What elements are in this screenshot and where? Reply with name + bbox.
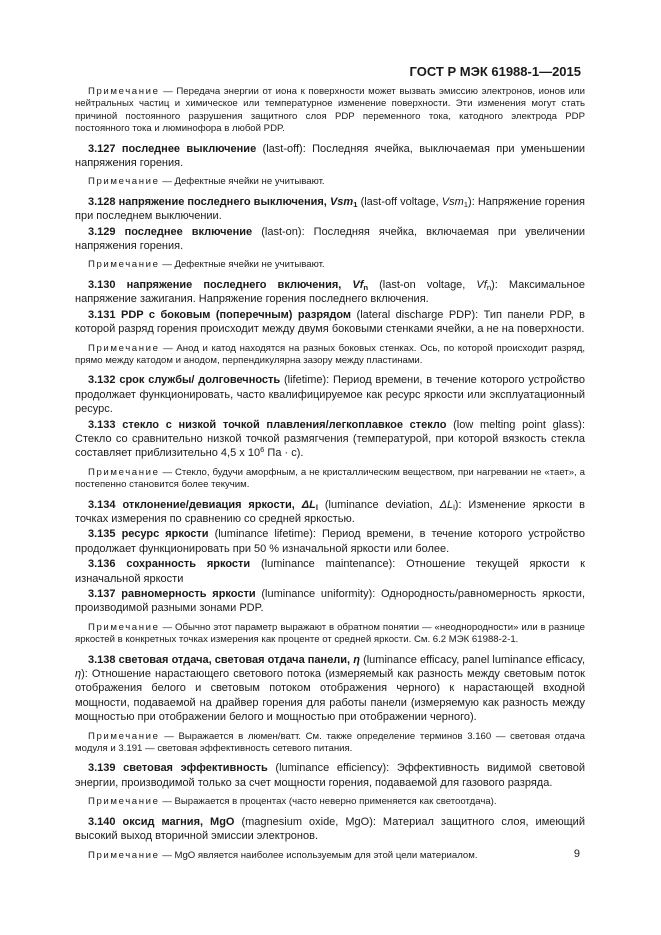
term-definition: : Материал защитного слоя, имеющий высокий выход вторичной эмиссии электронов.	[75, 815, 585, 843]
note-label: Примечание	[88, 621, 160, 633]
term-number: 3.135	[88, 528, 116, 541]
term-english: (last-on voltage,	[379, 278, 466, 291]
term-number: 3.136	[88, 558, 116, 571]
note-dash: —	[159, 466, 175, 478]
term-3-129	[75, 225, 585, 254]
term-english: (magnesium oxide, MgO)	[241, 815, 373, 828]
term-symbol-en: Vsm	[441, 195, 464, 208]
term-english: (luminance maintenance)	[261, 558, 393, 571]
note-paragraph	[75, 467, 585, 492]
note-label: Примечание	[88, 259, 160, 271]
note-dash: —	[159, 621, 175, 633]
term-english: (last-off)	[262, 142, 303, 155]
term-title: напряжение последнего выключения,	[118, 195, 327, 208]
term-english: (lifetime)	[284, 374, 327, 387]
term-title: последнее выключение	[121, 142, 257, 155]
document-header: ГОСТ Р МЭК 61988-1—2015	[409, 64, 581, 79]
term-number: 3.131	[88, 308, 116, 321]
note-dash: —	[159, 86, 177, 97]
term-definition: : Период времени, в течение которого устройство продолжает функционировать, часто квалифицируемое как ресурс яркости или эксплуатационный ресурс.	[75, 374, 586, 416]
term-3-135	[75, 527, 585, 556]
term-english: (last-on)	[261, 225, 302, 238]
term-3-127	[75, 142, 585, 171]
term-number: 3.140	[88, 815, 116, 828]
term-number: 3.134	[88, 498, 116, 511]
term-exponent: 6	[260, 445, 265, 455]
term-title: оксид магния, MgO	[122, 815, 235, 828]
term-number: 3.138	[88, 653, 116, 666]
term-english: (luminance uniformity)	[261, 588, 373, 600]
note-label: Примечание	[88, 796, 160, 808]
term-title: отклонение/девиация яркости,	[122, 498, 295, 511]
note-label: Примечание	[88, 466, 160, 478]
term-english: (low melting point glass)	[453, 418, 582, 431]
note-dash: —	[159, 342, 177, 354]
term-title: сохранность яркости	[126, 558, 251, 571]
term-3-138	[75, 653, 585, 725]
note-text: MgO является наиболее используемым для этой цели материалом.	[174, 849, 478, 861]
note-dash: —	[159, 796, 175, 808]
term-3-140	[75, 815, 585, 844]
note-dash: —	[159, 259, 175, 271]
note-dash: —	[159, 176, 175, 188]
note-text: Выражается в люмен/ватт. См. также определение терминов 3.160 — световая отдача модуля и 3.191 — световая эффективность сетевого питания.	[75, 730, 585, 755]
term-definition: : Однородность/равномерность яркости, производимой разными зонами PDP.	[75, 588, 585, 615]
term-symbol-en-sub: 1	[463, 199, 469, 209]
term-english: (luminance lifetime)	[214, 528, 313, 541]
note-paragraph	[75, 796, 585, 808]
term-number: 3.127	[88, 142, 116, 155]
term-definition: : Период времени, в течение которого устройство продолжает функционировать при 50 % изначальной яркости или более.	[75, 528, 586, 555]
term-title: световая эффективность	[123, 762, 268, 775]
term-number: 3.139	[88, 762, 116, 775]
term-3-139	[75, 761, 585, 790]
note-label: Примечание	[88, 176, 160, 188]
term-english: (lateral discharge PDP)	[356, 308, 476, 321]
note-text: Стекло, будучи аморфным, а не кристаллическим веществом, при нагревании не «тает», а постепенно становится более текучим.	[75, 466, 585, 491]
note-text: Выражается в процентах (часто неверно применяется как светоотдача).	[174, 796, 497, 808]
term-symbol-sub: 1	[353, 199, 358, 209]
term-3-137	[75, 587, 585, 616]
note-paragraph	[75, 622, 585, 647]
term-symbol-sub: l	[315, 502, 318, 512]
term-3-136	[75, 557, 585, 586]
term-english: (luminance efficiency)	[275, 762, 387, 775]
term-english: (luminance efficacy, panel luminance efficacy,	[363, 653, 586, 666]
term-title: стекло с низкой точкой плавления/легкоплавкое стекло	[122, 418, 447, 431]
note-paragraph	[75, 850, 585, 862]
term-symbol: Vf	[352, 278, 364, 291]
term-definition: : Стекло со сравнительно низкой точкой размягчения (температурой, при которой вязкость стекла составляет приблизительно 4,5 х 10	[75, 418, 585, 460]
term-3-128	[75, 195, 585, 224]
term-symbol-sub: n	[363, 282, 369, 292]
term-title: срок службы/ долговечность	[119, 374, 281, 387]
term-definition: : Отношение текущей яркости к изначальной яркости	[75, 558, 585, 585]
term-3-131	[75, 308, 585, 337]
term-3-134	[75, 498, 585, 527]
note-text: Дефектные ячейки не учитывают.	[174, 176, 325, 188]
note-dash: —	[159, 730, 179, 742]
note-label: Примечание	[88, 86, 160, 97]
note-paragraph	[75, 86, 585, 136]
term-definition: : Последняя ячейка, выключаемая при уменьшении напряжения горения.	[75, 142, 585, 170]
term-symbol: η	[353, 653, 360, 666]
note-text: Передача энергии от иона к поверхности может вызвать эмиссию электронов, ионов или нейтральных частиц и химическое или температурное изменение поверхности. Эти изменения могут стать причиной постоянного разрушения защитного слоя PDP переменного тока, катодного электрода PDP постоянного тока и люминофора в любой PDP.	[75, 86, 585, 135]
note-text: Обычно этот параметр выражают в обратном понятии — «неоднородности» или в разнице яркостей в конкретных точках измерения как проценте от средней яркости. См. 6.2 МЭК 61988-2-1.	[75, 621, 585, 646]
term-number: 3.129	[88, 225, 116, 238]
term-definition-tail: Па · с).	[264, 447, 304, 460]
document-body	[75, 86, 585, 867]
term-definition: ): Максимальное напряжение зажигания. Напряжение горения последнего включения.	[75, 278, 585, 306]
term-title: световая отдача, световая отдача панели,	[118, 653, 351, 666]
term-number: 3.133	[88, 418, 116, 431]
term-definition: : Эффективность видимой световой энергии, производимой только за счет мощности горения, подаваемой для газового разряда.	[75, 762, 585, 789]
term-definition: : Тип панели PDP, в которой разряд горения происходит между двумя боковыми стенками ячейки, а не на поверхности.	[75, 308, 585, 336]
term-title: равномерность яркости	[121, 588, 256, 600]
note-dash: —	[159, 849, 175, 861]
term-number: 3.137	[88, 588, 116, 600]
term-symbol-en: ΔL	[439, 498, 454, 511]
note-paragraph	[75, 176, 585, 188]
term-english: (last-off voltage,	[360, 195, 439, 208]
term-3-133	[75, 418, 585, 461]
term-title: PDP с боковым (поперечным) разрядом	[121, 308, 352, 321]
note-label: Примечание	[88, 342, 160, 354]
term-number: 3.130	[88, 278, 116, 291]
note-text: Анод и катод находятся на разных боковых стенках. Ось, по которой происходит разряд, прямо между катодом и анодом, перпендикулярна зазору между пластинами.	[75, 342, 585, 366]
note-paragraph	[75, 343, 585, 368]
note-paragraph	[75, 259, 585, 271]
term-symbol-en-sub: l	[453, 502, 455, 512]
term-symbol-en: η	[75, 668, 82, 681]
term-symbol-en-sub: n	[486, 282, 492, 292]
term-number: 3.128	[88, 195, 116, 208]
note-label: Примечание	[88, 849, 160, 861]
term-definition: ): Изменение яркости в точках измерения по сравнению со средней яркостью.	[75, 498, 586, 525]
term-symbol: Vsm	[329, 195, 354, 208]
term-definition: ): Напряжение горения при последнем выключении.	[75, 195, 586, 223]
note-label: Примечание	[88, 730, 160, 742]
term-definition: ): Отношение нарастающего светового потока (измеряемый как разность между световым поток отображения белого и световым потоком отображения черного) к нарастающей входной мощности, подаваемой на драйвер горения для работы панели (измеряемую как разность между мощностью при отображении белого и мощностью при отображении черного).	[75, 668, 585, 724]
term-symbol-en: Vf	[476, 278, 487, 291]
note-paragraph	[75, 731, 585, 756]
term-3-130	[75, 278, 585, 307]
term-number: 3.132	[88, 374, 116, 387]
term-symbol: ΔL	[301, 498, 316, 511]
term-definition: : Последняя ячейка, включаемая при увеличении напряжения горения.	[75, 225, 585, 253]
term-title: ресурс яркости	[121, 528, 209, 541]
term-english: (luminance deviation,	[324, 498, 433, 511]
term-3-132	[75, 373, 585, 416]
term-title: напряжение последнего включения,	[126, 278, 342, 291]
page-number: 9	[573, 848, 580, 860]
term-title: последнее включение	[124, 225, 253, 238]
note-text: Дефектные ячейки не учитывают.	[174, 259, 325, 271]
